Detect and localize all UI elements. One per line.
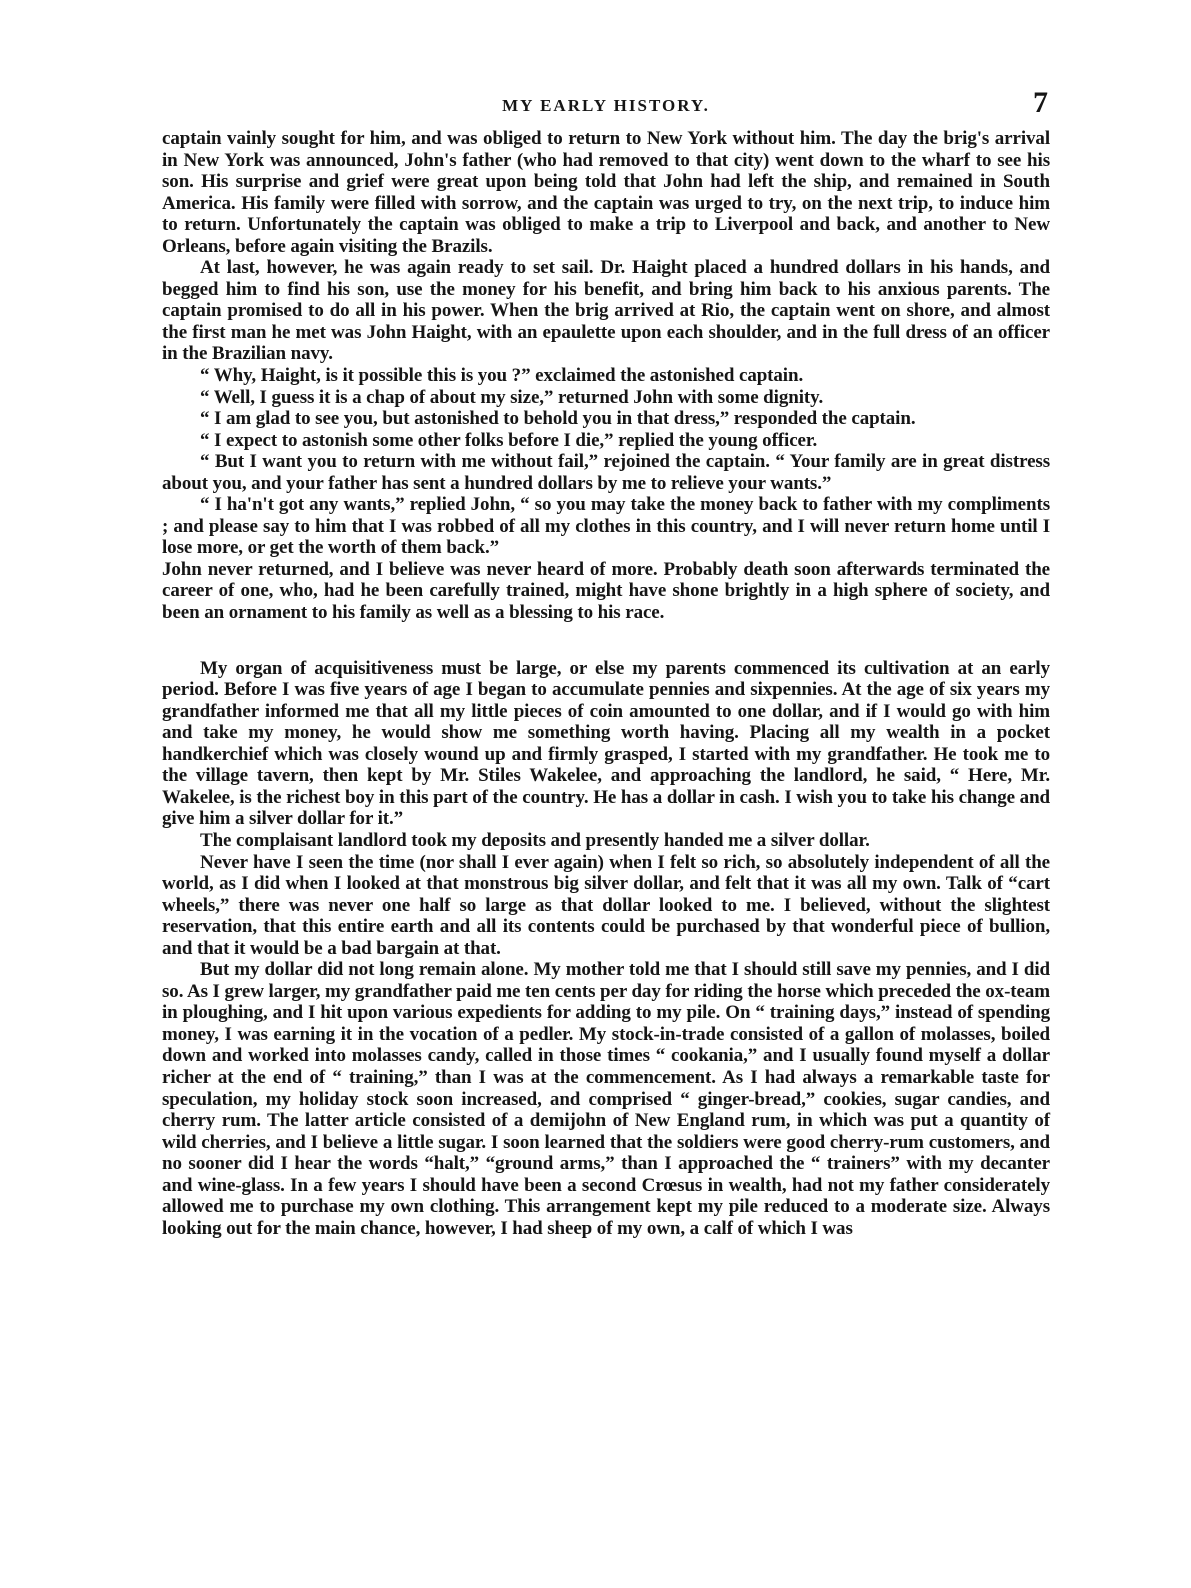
- paragraph: John never returned, and I believe was never heard of more. Probably death soon afterwards terminated the career of one, who, had he been carefully trained, might have shone brightly in a high sphere of society, and been an ornament to his family as well as a blessing to his race.: [162, 558, 1050, 624]
- page-number: 7: [1033, 86, 1048, 119]
- body-text: [162, 128, 1050, 1239]
- paragraph: “ I expect to astonish some other folks before I die,” replied the young officer.: [200, 429, 818, 451]
- paragraph: The complaisant landlord took my deposits and presently handed me a silver dollar.: [200, 829, 870, 851]
- running-title: MY EARLY HISTORY.: [502, 96, 710, 115]
- paragraph: Never have I seen the time (nor shall I ever again) when I felt so rich, so absolutely independent of all the world, as I did when I looked at that monstrous big silver dollar, and felt that it was all my own. Talk of “cart wheels,” there was never one half so large as that dollar looked to me. I believed, without the slightest reservation, that this entire earth and all its contents could be purchased by that wonderful piece of bullion, and that it would be a bad bargain at that.: [162, 851, 1050, 959]
- paragraph: “ Well, I guess it is a chap of about my size,” returned John with some dignity.: [200, 386, 824, 408]
- paragraph: My organ of acquisitiveness must be large, or else my parents commenced its cultivation at an early period. Before I was five years of age I began to accumulate pennies and sixpennies. At the age of six years my grandfather informed me that all my little pieces of coin amounted to one dollar, and if I would go with him and take my money, he would show me something worth having. Placing all my wealth in a pocket handkerchief which was closely wound up and firmly grasped, I started with my grandfather. He took me to the village tavern, then kept by Mr. Stiles Wakelee, and approaching the landlord, he said, “ Here, Mr. Wakelee, is the richest boy in this part of the country. He has a dollar in cash. I wish you to take his change and give him a silver dollar for it.”: [162, 657, 1050, 830]
- paragraph: “ I am glad to see you, but astonished to behold you in that dress,” responded the captain.: [200, 408, 916, 430]
- paragraph: captain vainly sought for him, and was obliged to return to New York without him. The day the brig's arrival in New York was announced, John's father (who had removed to that city) went down to the wharf to see his son. His surprise and grief were great upon being told that John had left the ship, and remained in South America. His family were filled with sorrow, and the captain was urged to try, on the next trip, to induce him to return. Unfortunately the captain was obliged to make a trip to Liverpool and back, and another to New Orleans, before again visiting the Brazils.: [162, 128, 1050, 257]
- paragraph: But my dollar did not long remain alone. My mother told me that I should still save my pennies, and I did so. As I grew larger, my grandfather paid me ten cents per day for riding the horse which preceded the ox-team in ploughing, and I hit upon various expedients for adding to my pile. On “ training days,” instead of spending money, I was earning it in the vocation of a pedler. My stock-in-trade consisted of a gallon of molasses, boiled down and worked into molasses candy, called in those times “ cookania,” and I usually found myself a dollar richer at the end of “ training,” than I was at the commencement. As I had always a remarkable taste for speculation, my holiday stock soon increased, and comprised “ ginger-bread,” cookies, sugar candies, and cherry rum. The latter article consisted of a demijohn of New England rum, in which was put a quantity of wild cherries, and I believe a little sugar. I soon learned that the soldiers were good cherry-rum customers, and no sooner did I hear the words “halt,” “ground arms,” than I approached the “ trainers” with my decanter and wine-glass. In a few years I should have been a second Crœsus in wealth, had not my father considerately allowed me to purchase my own clothing. This arrangement kept my pile reduced to a moderate size. Always looking out for the main chance, however, I had sheep of my own, a calf of which I was: [162, 959, 1050, 1239]
- paragraph: “ But I want you to return with me without fail,” rejoined the captain. “ Your family are in great distress about you, and your father has sent a hundred dollars by me to relieve your wants.”: [162, 451, 1050, 494]
- book-page: [162, 84, 1050, 1239]
- paragraph: “ I ha'n't got any wants,” replied John, “ so you may take the money back to father with my compliments ; and please say to him that I was robbed of all my clothes in this country, and I will never return home until I lose more, or get the worth of them back.”: [162, 494, 1050, 559]
- paragraph: “ Why, Haight, is it possible this is you ?” exclaimed the astonished captain.: [200, 365, 804, 387]
- section-break: [162, 624, 1050, 658]
- paragraph: At last, however, he was again ready to set sail. Dr. Haight placed a hundred dollars in his hands, and begged him to find his son, use the money for his benefit, and bring him back to his anxious parents. The captain promised to do all in his power. When the brig arrived at Rio, the captain went on shore, and almost the first man he met was John Haight, with an epaulette upon each shoulder, and in the full dress of an officer in the Brazilian navy.: [162, 257, 1050, 365]
- running-head: [162, 84, 1050, 128]
